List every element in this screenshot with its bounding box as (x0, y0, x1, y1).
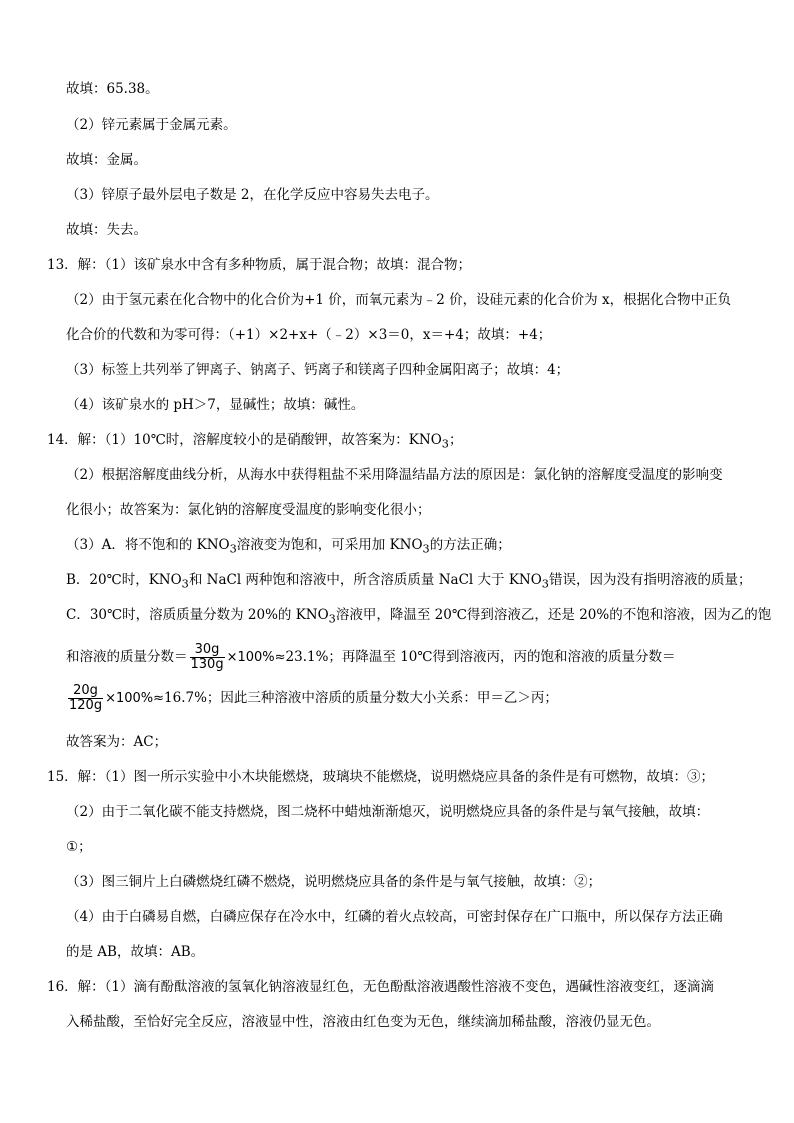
text-line: 16．解：（1）滴有酚酞溶液的氢氧化钠溶液显红色，无色酚酞溶液遇酸性溶液不变色，遇碱性溶液变红，逐滴滴 (47, 979, 715, 995)
text-line: 故填：失去。 (66, 222, 147, 238)
text-line: （2）锌元素属于金属元素。 (66, 117, 237, 133)
text-line: （2）由于二氧化碳不能支持燃烧，图二烧杯中蜡烛渐渐熄灭，说明燃烧应具备的条件是与氧气接触，故填： (66, 804, 710, 820)
text-line: （4）由于白磷易自燃，白磷应保存在冷水中，红磷的着火点较高，可密封保存在广口瓶中，所以保存方法正确 (66, 909, 723, 925)
text-line: 故填：金属。 (66, 152, 147, 168)
text-line: （2）根据溶解度曲线分析，从海水中获得粗盐不采用降温结晶方法的原因是：氯化钠的溶解度受温度的影响变 (66, 467, 723, 483)
fraction: $\frac{30g}{130g}$ (190, 642, 224, 672)
text-line: 15．解：（1）图一所示实验中小木块能燃烧，玻璃块不能燃烧，说明燃烧应具备的条件是有可燃物，故填：③； (47, 769, 715, 785)
text-line: （2）由于氢元素在化合物中的化合价为+1 价，而氧元素为﹣2 价，设硅元素的化合价为 x，根据化合物中正负 (66, 292, 732, 308)
text-line: B．20℃时，$KNO_3$和 NaCl 两种饱和溶液中，所含溶质质量 NaCl 大于 $KNO_3$错误，因为没有指明溶液的质量； (66, 572, 752, 591)
text-line: （3）图三铜片上白磷燃烧红磷不燃烧，说明燃烧应具备的条件是与氧气接触，故填：②； (66, 874, 602, 890)
text-line: 化合价的代数和为零可得：（+1）×2+x+（﹣2）×3＝0，x＝+4；故填：+4； (66, 327, 552, 343)
text-line: 故答案为：AC； (66, 734, 168, 750)
text-line: 14．解：（1）10℃时，溶解度较小的是硝酸钾，故答案为：$KNO_3$； (47, 432, 463, 451)
text-line: （3）锌原子最外层电子数是 2，在化学反应中容易失去电子。 (66, 187, 439, 203)
text-line: 故填：65.38。 (66, 81, 159, 97)
text-line: 的是 AB，故填：AB。 (66, 944, 205, 960)
text-line: （3）A．将不饱和的 $KNO_3$溶液变为饱和，可采用加 $KNO_3$的方法正确； (66, 537, 511, 556)
formula-line: $\frac{20g}{120g}$ ×100%≈16.7%；因此三种溶液中溶质的质量分数大小关系：甲＝乙＞丙； (69, 683, 558, 713)
text-line: （3）标签上共列举了钾离子、钠离子、钙离子和镁离子四种金属阳离子；故填：4； (66, 362, 570, 378)
text-line: 化很小；故答案为：氯化钠的溶解度受温度的影响变化很小； (66, 502, 431, 518)
text-line: （4）该矿泉水的 pH＞7，显碱性；故填：碱性。 (66, 397, 365, 413)
text-line: 13．解：（1）该矿泉水中含有多种物质，属于混合物；故填：混合物； (47, 257, 472, 273)
text-line: 入稀盐酸，至恰好完全反应，溶液显中性，溶液由红色变为无色，继续滴加稀盐酸，溶液仍显无色。 (66, 1014, 660, 1030)
text-line: C．30℃时，溶质质量分数为 20%的 $KNO_3$溶液甲，降温至 20℃得到溶液乙，还是 20%的不饱和溶液，因为乙的饱 (66, 607, 772, 626)
fraction: $\frac{20g}{120g}$ (69, 683, 103, 713)
text-line: ①； (66, 839, 92, 855)
formula-line: 和溶液的质量分数＝ $\frac{30g}{130g}$ ×100%≈23.1%；再降温至 10℃得到溶液丙，丙的饱和溶液的质量分数＝ (66, 642, 676, 672)
